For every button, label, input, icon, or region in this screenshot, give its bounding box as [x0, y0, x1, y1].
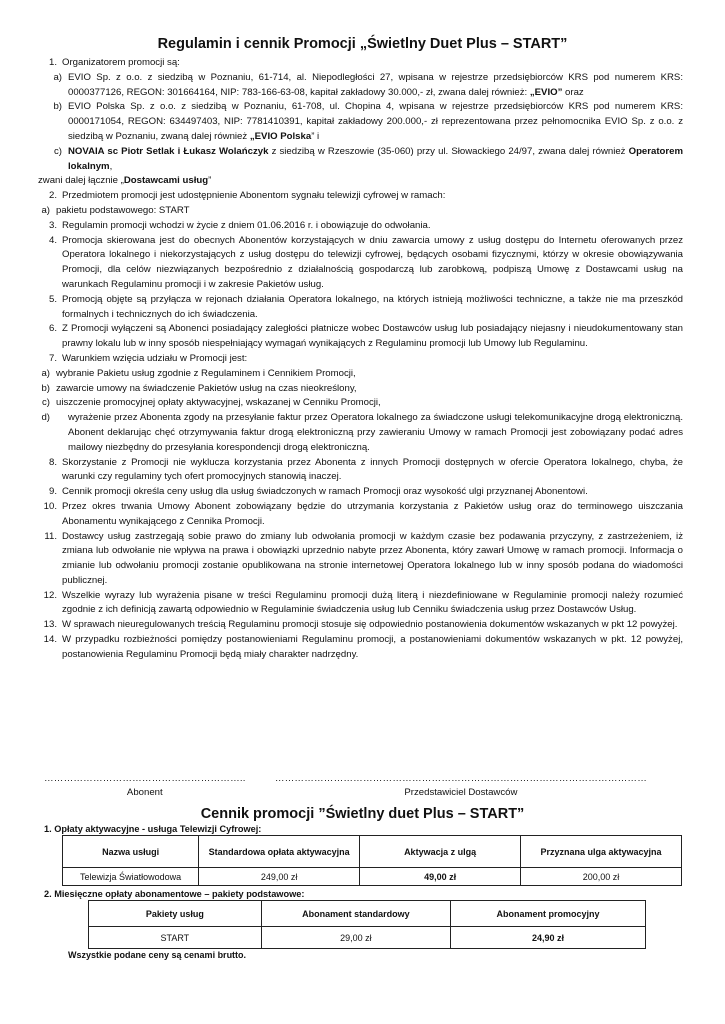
clause-2a [38, 204, 683, 219]
clause-letter: c) [42, 397, 50, 409]
clause-13 [38, 618, 683, 633]
clause-text-part: zwani dalej łącznie „ [38, 175, 124, 187]
subscription-fees-table [88, 900, 646, 949]
clause-letter: b) [41, 382, 50, 394]
clause-text [38, 174, 683, 189]
column-header: Standardowa opłata aktywacyjna [199, 836, 360, 868]
table-header-row [63, 836, 682, 868]
table-header-row [89, 901, 646, 927]
signature-label: Abonent [126, 787, 163, 798]
clause-7a [38, 367, 683, 382]
clause-number: 13. [43, 619, 57, 631]
clause-letter: d) [41, 412, 50, 424]
section-1-heading: 1. Opłaty aktywacyjne - usługa Telewizji Cyfrowej: [44, 824, 262, 834]
clause-text: Promocją objęte są przyłącza w rejonach działania Operatora lokalnego, na których istnieją możliwości techniczne, a także nie ma przeszkód formalnych i technicznych do ich świadczenia. [62, 293, 683, 320]
signature-provider [275, 772, 647, 800]
section-2-heading: 2. Miesięczne opłaty abonamentowe – pakiety podstawowe: [44, 889, 305, 899]
clause-text: Dostawcy usług zastrzegają sobie prawo do zmiany lub odwołania promocji w każdym czasie bez podawania przyczyny, z zastrzeżeniem, iż zmiana lub odwołanie nie wpływa na prawa i obowiązki uprzednio nabyte przez Abonenta, który zawarł Umowę w ramach promocji. Informacja o zmianie lub odwołaniu promocji zostanie opublikowana na stronie internetowej Operatora lokalnego lub w inny sposób podana do wiadomości publicznej. [62, 530, 683, 586]
column-header: Nazwa usługi [63, 836, 199, 868]
clause-number: 7. [48, 352, 57, 364]
clause-number: 3. [48, 219, 57, 231]
clause-text: Przedmiotem promocji jest udostępnienie Abonentom sygnału telewizji cyfrowej w ramach: [62, 190, 446, 202]
clause-number: 10. [43, 500, 57, 512]
clause-bold-term: „EVIO Polska [249, 130, 312, 142]
clause-bold-term: Operatorem lokalnym [68, 145, 683, 172]
clause-letter: b) [53, 101, 62, 113]
column-header: Pakiety usług [89, 901, 262, 927]
clause-4 [38, 234, 683, 293]
clause-text-tail: ” i [311, 130, 320, 142]
table-cell: START [89, 927, 262, 949]
clause-14 [38, 633, 683, 663]
table-cell: 200,00 zł [521, 868, 682, 886]
clause-text: Z Promocji wyłączeni są Abonenci posiadający zaległości płatnicze wobec Dostawców usług lub posiadający niejasny i nieudokumentowany stan prawny lokalu lub w inny sposób niespełniający wymagań wynikających z Regulaminu promocji lub Umowy lub Regulaminu. [62, 323, 683, 350]
regulations-body [38, 56, 683, 663]
clause-text: zawarcie umowy na świadczenie Pakietów usług na czas nieokreślony, [56, 382, 357, 394]
clause-letter: a) [41, 367, 50, 379]
clause-1c [38, 145, 683, 175]
clause-text-tail: , [109, 160, 113, 172]
clause-text-part: EVIO Sp. z o.o. z siedzibą w Poznaniu, 61-714, al. Niepodległości 27, wpisana w rejestrze przedsiębiorców KRS pod numerem KRS: 0000377126, REGON: 301664164, NIP: 783-166-63-08, kapitał zakładowy 30.000,- zł, zwana dalej również: [68, 71, 683, 98]
signature-line: …………………………………………………………………………………………………… [274, 773, 647, 784]
clause-number: 14. [43, 634, 57, 646]
clause-7b [38, 382, 683, 397]
clause-text: Warunkiem wzięcia udziału w Promocji jest: [62, 352, 248, 364]
clause-number: 11. [44, 530, 57, 542]
clause-text-tail: oraz [562, 86, 584, 98]
signature-label: Przedstawiciel Dostawców [404, 787, 518, 798]
clause-7 [38, 352, 683, 367]
table-cell: 49,00 zł [360, 868, 521, 886]
clause-1b [38, 100, 683, 144]
clause-letter: a) [41, 204, 50, 216]
clause-bold-term: Dostawcami usług [123, 175, 209, 187]
clause-1-summary [38, 174, 683, 189]
clause-9 [38, 485, 683, 500]
clause-5 [38, 293, 683, 323]
clause-number: 1. [48, 57, 57, 68]
clause-text: Regulamin promocji wchodzi w życie z dniem 01.06.2016 r. i obowiązuje do odwołania. [62, 219, 431, 231]
clause-number: 8. [48, 456, 57, 468]
clause-number: 12. [43, 589, 57, 601]
clause-text [68, 145, 683, 175]
clause-8 [38, 456, 683, 486]
clause-text: uiszczenie promocyjnej opłaty aktywacyjnej, wskazanej w Cenniku Promocji, [56, 397, 381, 409]
clause-text-part: z siedzibą w Rzeszowie (35-060) przy ul. Słowackiego 24/97, zwana dalej również [268, 145, 629, 157]
signature-abonent [44, 772, 246, 800]
clause-number: 2. [48, 190, 57, 202]
clause-10 [38, 500, 683, 530]
clause-number: 5. [48, 293, 57, 305]
clause-1a [38, 71, 683, 101]
table-cell: 249,00 zł [199, 868, 360, 886]
clause-2 [38, 189, 683, 204]
table-row [63, 868, 682, 886]
table-row [89, 927, 646, 949]
clause-number: 4. [48, 234, 57, 246]
column-header: Abonament standardowy [261, 901, 450, 927]
clause-text: Promocja skierowana jest do obecnych Abonentów korzystających w dniu zawarcia umowy z usług dostępu do Internetu oferowanych przez Operatora lokalnego i niekorzystających z usług dostępu do telewizji cyfrowej, będących osobami fizycznymi, którzy w okresie obowiązywania Promocji, dla celów niezwiązanych bezpośrednio z działalnością gospodarczą lub zarobkową, podpiszą Umowę z Dostawcami usług na warunkach Regulaminu promocji i w zakresie Pakietów usług. [62, 234, 683, 290]
table-cell: 29,00 zł [261, 927, 450, 949]
clause-12 [38, 589, 683, 619]
clause-7c [38, 396, 683, 411]
table-cell: 24,90 zł [451, 927, 646, 949]
column-header: Aktywacja z ulgą [360, 836, 521, 868]
clause-text [68, 100, 683, 144]
clause-text [68, 71, 683, 101]
clause-text-part: EVIO Polska Sp. z o.o. z siedzibą w Poznaniu, 61-708, ul. Chopina 4, wpisana w rejestrze przedsiębiorców KRS pod numerem KRS: 0000171054, REGON: 634497403, NIP: 7781410391, kapitał zakładowy 200.000,- zł reprezentowana przez pełnomocnika EVIO Sp. z o.o. z siedzibą w Poznaniu, zwaną dalej również [68, 101, 683, 142]
signature-line: …………………………………………………….. [44, 773, 246, 784]
clause-text: pakietu podstawowego: START [56, 204, 190, 216]
clause-bold-term: „EVIO” [529, 86, 563, 98]
clause-letter: c) [54, 145, 62, 157]
clause-number: 9. [48, 486, 57, 498]
column-header: Abonament promocyjny [451, 901, 646, 927]
clause-text: wyrażenie przez Abonenta zgody na przesyłanie faktur przez Operatora lokalnego za świadczone usługi telekomunikacyjne drogą elektroniczną. Abonent deklarując chęć otrzymywania faktur drogą elektroniczną przy zawieraniu Umowy w ramach Promocji jest zobowiązany podać adres mailowy niezbędny do przesyłania korespondencji drogą elektroniczną. [68, 412, 683, 453]
clause-text-tail: ” [208, 175, 212, 187]
clause-3 [38, 219, 683, 234]
activation-fees-table [62, 835, 682, 886]
clause-7d [38, 411, 683, 455]
clause-text: Organizatorem promocji są: [62, 57, 180, 68]
clause-text: Skorzystanie z Promocji nie wyklucza korzystania przez Abonenta z innych Promocji dostępnych w ofercie Operatora lokalnego, chyba, że warunki czy regulaminy tych ofert promocyjnych stanowią inaczej. [62, 456, 683, 483]
clause-letter: a) [53, 71, 62, 83]
clause-6 [38, 322, 683, 352]
clause-number: 6. [48, 323, 57, 335]
clause-11 [38, 530, 683, 589]
clause-text: W sprawach nieuregulowanych treścią Regulaminu promocji stosuje się odpowiednio postanowienia dokumentów wskazanych w pkt 12 powyżej. [62, 619, 678, 631]
document-title: Regulamin i cennik Promocji „Świetlny Duet Plus – START” [157, 36, 568, 52]
clause-text: wybranie Pakietu usług zgodnie z Regulaminem i Cennikiem Promocji, [56, 367, 356, 379]
clause-text: Przez okres trwania Umowy Abonent zobowiązany będzie do utrzymania korzystania z Pakietów usług oraz do terminowego uiszczania Abonamentu wynikającego z Cennika Promocji. [62, 500, 683, 527]
clause-text: W przypadku rozbieżności pomiędzy postanowieniami Regulaminu promocji, a postanowieniami dokumentów wskazanych w pkt. 12 powyżej, postanowienia Regulaminu Promocji będą miały charakter nadrzędny. [62, 634, 683, 660]
gross-prices-note: Wszystkie podane ceny są cenami brutto. [68, 950, 247, 960]
clause-bold-term: NOVAIA sc Piotr Setlak i Łukasz Wolańczyk [68, 145, 269, 157]
clause-text: Wszelkie wyrazy lub wyrażenia pisane w treści Regulaminu promocji dużą literą i niezdefiniowane w Regulaminie promocji należy rozumieć zgodnie z ich definicją zawartą odpowiednio w Regulaminie świadczenia usług lub Cenniku świadczenia usług przez Dostawców Usług. [62, 589, 683, 616]
clause-1 [38, 56, 683, 71]
clause-text: Cennik promocji określa ceny usług dla usług świadczonych w ramach Promocji oraz wysokość ulgi przyznanej Abonentowi. [62, 486, 588, 498]
column-header: Przyznana ulga aktywacyjna [521, 836, 682, 868]
table-cell: Telewizja Światłowodowa [63, 868, 199, 886]
price-list-title: Cennik promocji ”Świetlny duet Plus – START” [200, 806, 525, 822]
